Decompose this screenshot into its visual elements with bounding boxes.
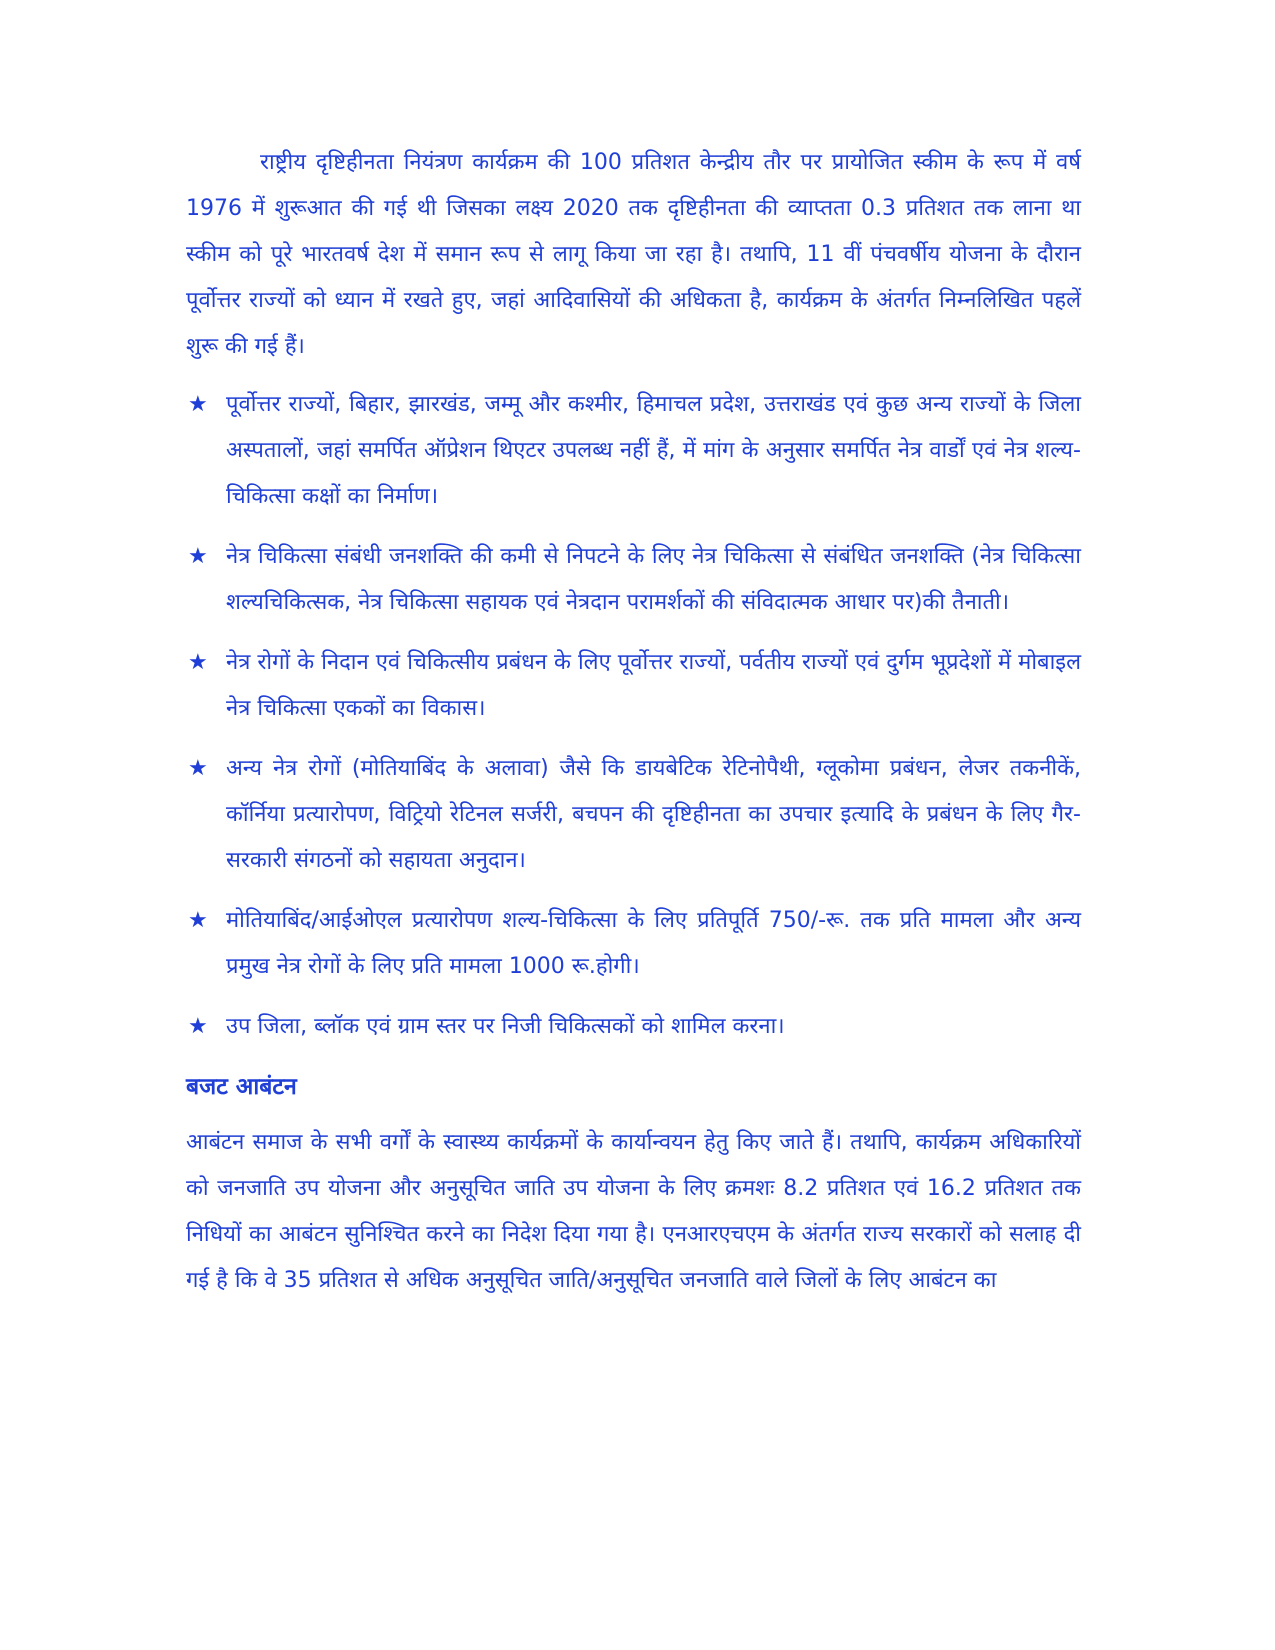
star-bullet-icon: ★: [188, 392, 208, 417]
budget-paragraph: आबंटन समाज के सभी वर्गों के स्वास्थ्य कार्यक्रमों के कार्यान्वयन हेतु किए जाते हैं। तथापि, कार्यक्रम अधिकारियों को जनजाति उप योजना और अनुसूचित जाति उप योजना के लिए क्रमशः 8.2 प्रतिशत एवं 16.2 प्रतिशत तक निधियों का आबंटन सुनिश्चित करने का निदेश दिया गया है। एनआरएचएम के अंतर्गत राज्य सरकारों को सलाह दी गई है कि वे 35 प्रतिशत से अधिक अनुसूचित जाति/अनुसूचित जनजाति वाले जिलों के लिए आबंटन का: [186, 1130, 1081, 1293]
list-item: [186, 534, 1081, 626]
list-item-text: उप जिला, ब्लॉक एवं ग्राम स्तर पर निजी चिकित्सकों को शामिल करना।: [226, 1014, 785, 1039]
list-item: [186, 746, 1081, 884]
list-item-text: अन्य नेत्र रोगों (मोतियाबिंद के अलावा) जैसे कि डायबेटिक रेटिनोपैथी, ग्लूकोमा प्रबंधन, लेजर तकनीकें, कॉर्निया प्रत्यारोपण, विट्रियो रेटिनल सर्जरी, बचपन की दृष्टिहीनता का उपचार इत्यादि के प्रबंधन के लिए गैर-सरकारी संगठनों को सहायता अनुदान।: [226, 756, 1081, 873]
star-bullet-icon: ★: [188, 544, 208, 569]
list-item-text: नेत्र रोगों के निदान एवं चिकित्सीय प्रबंधन के लिए पूर्वोत्तर राज्यों, पर्वतीय राज्यों एवं दुर्गम भूप्रदेशों में मोबाइल नेत्र चिकित्सा एककों का विकास।: [226, 650, 1081, 721]
list-item-text: नेत्र चिकित्सा संबंधी जनशक्ति की कमी से निपटने के लिए नेत्र चिकित्सा से संबंधित जनशक्ति (नेत्र चिकित्सा शल्यचिकित्सक, नेत्र चिकित्सा सहायक एवं नेत्रदान परामर्शकों की संविदात्मक आधार पर)की तैनाती।: [226, 544, 1081, 615]
page-content: [186, 140, 1081, 1304]
section-heading-budget: बजट आबंटन: [186, 1074, 297, 1100]
list-item-text: पूर्वोत्तर राज्यों, बिहार, झारखंड, जम्मू और कश्मीर, हिमाचल प्रदेश, उत्तराखंड एवं कुछ अन्य राज्यों के जिला अस्पतालों, जहां समर्पित ऑप्रेशन थिएटर उपलब्ध नहीं हैं, में मांग के अनुसार समर्पित नेत्र वार्डों एवं नेत्र शल्य-चिकित्सा कक्षों का निर्माण।: [226, 392, 1081, 509]
star-bullet-icon: ★: [188, 908, 208, 933]
star-bullet-icon: ★: [188, 756, 208, 781]
list-item: [186, 898, 1081, 990]
list-item: [186, 640, 1081, 732]
list-item: [186, 1004, 1081, 1050]
intro-paragraph: राष्ट्रीय दृष्टिहीनता नियंत्रण कार्यक्रम की 100 प्रतिशत केन्द्रीय तौर पर प्रायोजित स्कीम के रूप में वर्ष 1976 में शुरूआत की गई थी जिसका लक्ष्य 2020 तक दृष्टिहीनता की व्याप्तता 0.3 प्रतिशत तक लाना था स्कीम को पूरे भारतवर्ष देश में समान रूप से लागू किया जा रहा है। तथापि, 11 वीं पंचवर्षीय योजना के दौरान पूर्वोत्तर राज्यों को ध्यान में रखते हुए, जहां आदिवासियों की अधिकता है, कार्यक्रम के अंतर्गत निम्नलिखित पहलें शुरू की गई हैं।: [186, 150, 1081, 359]
list-item: [186, 382, 1081, 520]
initiatives-list: [186, 382, 1081, 1050]
star-bullet-icon: ★: [188, 1014, 208, 1039]
list-item-text: मोतियाबिंद/आईओएल प्रत्यारोपण शल्य-चिकित्सा के लिए प्रतिपूर्ति 750/-रू. तक प्रति मामला और अन्य प्रमुख नेत्र रोगों के लिए प्रति मामला 1000 रू.होगी।: [226, 908, 1081, 979]
star-bullet-icon: ★: [188, 650, 208, 675]
